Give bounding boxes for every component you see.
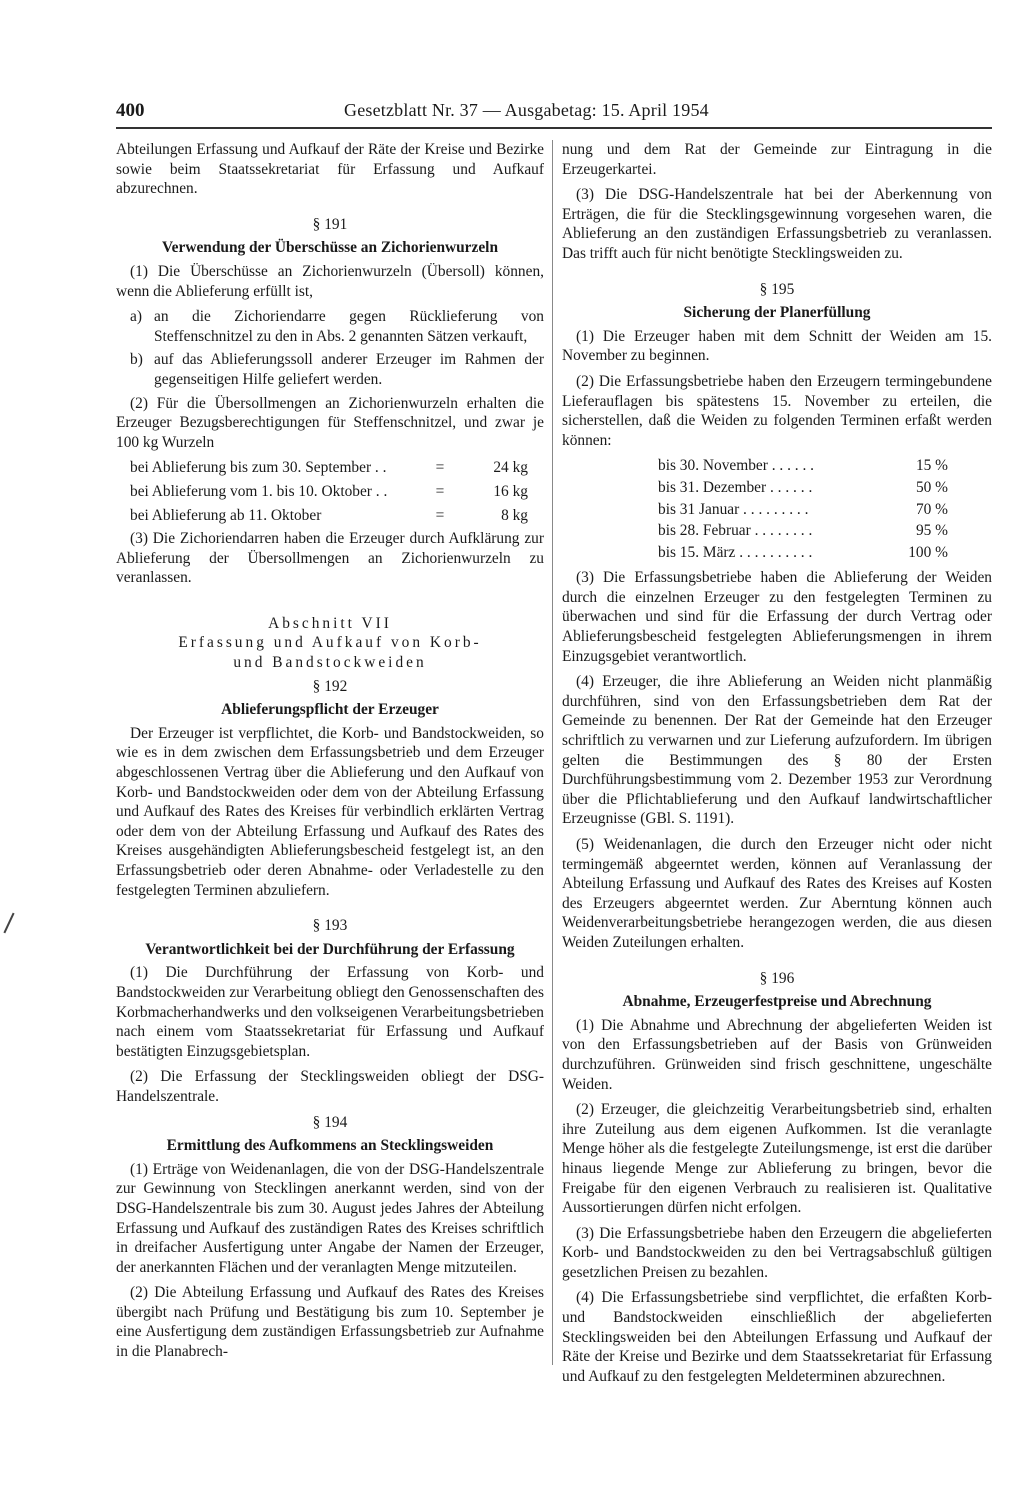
intro-paragraph: Abteilungen Erfassung und Aufkauf der Räte der Kreise und Bezirke sowie beim Staatssekretariat für Erfassung und Aufkauf abzurechnen. xyxy=(116,141,544,198)
rate-equals: = xyxy=(435,506,445,524)
running-head: Gesetzblatt Nr. 37 — Ausgabetag: 15. April 1954 xyxy=(344,100,709,120)
section-192-paragraph-1: Der Erzeuger ist verpflichtet, die Korb- und Bandstockweiden, so wie es in dem zwischen dem Erfassungsbetrieb und dem Erzeuger abgeschlossenen Vertrag über die Ablieferung und den Aufkauf von Korb- und Bandstockweiden oder dem von der Abteilung Erfassung und Aufkauf des Rates des Kreises für verbindlich erklärten Vertrag oder dem von der Abteilung Erfassung und Aufkauf des Rates des Kreises ausgehändigten Ablieferungsbescheid festgelegt ist, an den Erfassungsbetrieb oder deren Abnahme- oder Verladestelle zu den festgelegten Terminen abzuliefern. xyxy=(116,724,544,899)
section-194-paragraph-1: (1) Erträge von Weidenanlagen, die von der DSG-Handelszentrale zur Gewinnung von Stecklingen anerkannt werden, sind von der DSG-Handelszentrale bis zum 30. August jedes Jahres der Abteilung Erfassung und Aufkauf des zuständigen Rates des Kreises schriftlich in dreifacher Ausfertigung unter Angabe der Namen der Erzeuger, der anerkannten Flächen und der veranlagten Menge mitzuteilen. xyxy=(116,1160,544,1276)
section-196-number: § 196 xyxy=(759,969,795,987)
deadline-percent: 95 % xyxy=(915,522,948,540)
section-196-paragraph-4: (4) Die Erfassungsbetriebe sind verpflichtet, die erfaßten Korb- und Bandstockweiden einschließlich der abgelieferten Stecklingsweiden bei den Abteilungen Erfassung und Aufkauf der Räte der Kreise und Bezirke und dem Staatssekretariat für Erfassung und Aufkauf zu den festgelegten Meldeterminen abzurechnen. xyxy=(562,1289,992,1385)
section-193-number: § 193 xyxy=(312,917,348,935)
section-193-title: Verantwortlichkeit bei der Durchführung der Erfassung xyxy=(145,940,515,958)
section-194-paragraph-3: (3) Die DSG-Handelszentrale hat bei der Aberkennung von Erträgen, die für die Stecklingsgewinnung vorgesehen waren, die Ablieferung an den zuständigen Erfassungsbetrieb zu veranlassen. Das trifft auch für nicht benötigte Stecklingsweiden zu. xyxy=(562,186,992,262)
section-191-number: § 191 xyxy=(312,215,348,233)
section-196-paragraph-1: (1) Die Abnahme und Abrechnung der abgelieferten Weiden ist von den Erfassungsbetrieben auf der Basis von Grünweiden durchzuführen. Grünweiden sind frisch geschnittene, ungeschälte Weiden. xyxy=(562,1016,992,1093)
deadline-date: bis 30. November . . . . . . xyxy=(658,457,815,475)
chapter-title-line-2: und Bandstockweiden xyxy=(233,654,427,672)
item-text: auf das Ablieferungssoll anderer Erzeuger im Rahmen der gegenseitigen Hilfe geliefert werden. xyxy=(154,351,544,388)
rate-row xyxy=(116,506,544,526)
column-divider xyxy=(552,140,553,1365)
continuation-paragraph: nung und dem Rat der Gemeinde zur Eintragung in die Erzeugerkartei. xyxy=(562,141,992,178)
section-195-number: § 195 xyxy=(759,280,795,298)
section-191-title: Verwendung der Überschüsse an Zichorienwurzeln xyxy=(161,239,499,257)
rate-value: 8 kg xyxy=(501,506,528,524)
section-191-item-b xyxy=(116,350,544,389)
deadline-date: bis 28. Februar . . . . . . . . xyxy=(658,522,813,540)
section-194-title: Ermittlung des Aufkommens an Stecklingsweiden xyxy=(166,1137,494,1155)
deadline-row xyxy=(562,456,992,476)
section-195-paragraph-4: (4) Erzeuger, die ihre Ablieferung an Weiden nicht planmäßig durchführen, sind von den Erfassungsbetrieben dem Rat der Gemeinde zu benennen. Der Rat der Gemeinde hat den Erzeuger schriftlich zu verwarnen und zur Lieferung aufzufordern. Im übrigen gelten die Bestimmungen des § 80 der Ersten Durchführungsbestimmung vom 2. Dezember 1953 zur Verordnung über die Pflichtablieferung und den Aufkauf landwirtschaftlicher Erzeugnisse (GBl. S. 1191). xyxy=(562,673,992,828)
header-rule xyxy=(116,127,992,129)
item-label: a) xyxy=(130,308,142,326)
section-193-paragraph-2: (2) Die Erfassung der Stecklingsweiden obliegt der DSG-Handelszentrale. xyxy=(116,1068,544,1105)
deadline-percent: 15 % xyxy=(915,457,948,475)
rate-description: bei Ablieferung vom 1. bis 10. Oktober . . xyxy=(130,482,388,500)
rate-row xyxy=(116,482,544,502)
deadline-date: bis 31 Januar . . . . . . . . . xyxy=(658,500,809,518)
section-195-paragraph-3: (3) Die Erfassungsbetriebe haben die Ablieferung der Weiden durch die einzelnen Erzeuger zu den festgelegten Terminen zu überwachen und sind für die Erfassung der durch Vertrag oder Ablieferungsbescheid festgelegten Ablieferungsmengen in ihrem Einzugsgebiet verantwortlich. xyxy=(562,569,992,665)
section-195-paragraph-1: (1) Die Erzeuger haben mit dem Schnitt der Weiden am 15. November zu beginnen. xyxy=(562,327,992,365)
section-195-paragraph-2: (2) Die Erfassungsbetriebe haben den Erzeugern termingebundene Lieferauflagen bis spätestens 15. November zu erteilen, die sicherstellen, daß die Weiden zu folgenden Terminen erfaßt werden können: xyxy=(562,372,992,449)
section-194-number: § 194 xyxy=(312,1113,348,1131)
rate-value: 16 kg xyxy=(493,482,528,500)
section-192-title: Ablieferungspflicht der Erzeuger xyxy=(221,701,439,719)
deadline-percent: 50 % xyxy=(915,478,948,496)
item-label: b) xyxy=(130,351,143,369)
section-196-paragraph-3: (3) Die Erfassungsbetriebe haben den Erzeugern die abgelieferten Korb- und Bandstockweiden zu den bei Vertragsabschluß gültigen gesetzlichen Preisen zu bezahlen. xyxy=(562,1224,992,1281)
section-191-item-a xyxy=(116,307,544,346)
rate-value: 24 kg xyxy=(493,459,528,477)
rate-equals: = xyxy=(435,482,445,500)
chapter-title-line-1: Erfassung und Aufkauf von Korb- xyxy=(178,634,482,652)
deadline-row xyxy=(562,521,992,541)
section-196-paragraph-2: (2) Erzeuger, die gleichzeitig Verarbeitungsbetrieb sind, erhalten ihre Zuteilung aus dem eigenen Aufkommen. Ist die veranlagte Menge höher als die festgelegte Zuteilungsmenge, ist erst die darüber hinaus liegende Menge zur Ablieferung zu bringen, bevor die Freigabe für den eigenen Verbrauch zu realisieren ist. Qualitative Aussortierungen dürfen nicht erfolgen. xyxy=(562,1101,992,1217)
section-191-paragraph-1: (1) Die Überschüsse an Zichorienwurzeln (Übersoll) können, wenn die Ablieferung erfüllt ist, xyxy=(116,262,544,300)
rate-description: bei Ablieferung ab 11. Oktober xyxy=(130,506,322,524)
chapter-heading xyxy=(116,614,544,673)
deadline-row xyxy=(562,500,992,520)
deadline-date: bis 31. Dezember . . . . . . xyxy=(658,478,813,496)
chapter-number: Abschnitt VII xyxy=(268,614,392,632)
deadline-date: bis 15. März . . . . . . . . . . xyxy=(658,543,813,561)
page-number: 400 xyxy=(116,100,145,121)
section-195-paragraph-5: (5) Weidenanlagen, die durch den Erzeuger nicht oder nicht termingemäß abgeerntet werden, können auf Veranlassung der Abteilung Erfassung und Aufkauf des Rates des Kreises auf Kosten des Erzeugers abgeerntet werden. Zur Aberntung können auch Weidenverarbeitungsbetriebe herangezogen werden, die aus diesen Weiden Zuteilungen erhalten. xyxy=(562,836,992,951)
section-191-paragraph-2: (2) Für die Übersollmengen an Zichorienwurzeln erhalten die Erzeuger Bezugsberechtigungen für Steffenschnitzel, und zwar je 100 kg Wurzeln xyxy=(116,394,544,451)
deadline-row xyxy=(562,478,992,498)
section-196-title: Abnahme, Erzeugerfestpreise und Abrechnung xyxy=(622,993,932,1011)
deadline-percent: 70 % xyxy=(915,500,948,518)
left-column xyxy=(116,140,544,1368)
right-column xyxy=(562,140,992,1392)
section-191-paragraph-3: (3) Die Zichoriendarren haben die Erzeuger durch Aufklärung zur Ablieferung der Übersollmengen an Zichorienwurzeln zu veranlassen. xyxy=(116,530,544,587)
deadline-percent: 100 % xyxy=(908,543,948,561)
rate-description: bei Ablieferung bis zum 30. September . . xyxy=(130,459,387,477)
margin-mark xyxy=(3,913,14,934)
section-194-paragraph-2: (2) Die Abteilung Erfassung und Aufkauf des Rates des Kreises übergibt nach Prüfung und Bestätigung bis zum 10. September je eine Ausfertigung dem zuständigen Erfassungsbetrieb zur Aufnahme in die Planabrech- xyxy=(116,1284,544,1361)
item-text: an die Zichoriendarre gegen Rücklieferung von Steffenschnitzel zu den in Abs. 2 genannten Sätzen verkauft, xyxy=(154,308,544,345)
section-192-number: § 192 xyxy=(312,677,348,695)
section-193-paragraph-1: (1) Die Durchführung der Erfassung von Korb- und Bandstockweiden zur Verarbeitung obliegt den Genossenschaften des Korbmacherhandwerks und den volkseigenen Verarbeitungsbetrieben nach einem vom Staatssekretariat für Erfassung und Aufkauf bestätigten Einzugsgebietsplan. xyxy=(116,964,544,1060)
deadline-row xyxy=(562,543,992,563)
section-195-title: Sicherung der Planerfüllung xyxy=(683,304,871,322)
rate-equals: = xyxy=(435,459,445,477)
rate-row xyxy=(116,458,544,478)
